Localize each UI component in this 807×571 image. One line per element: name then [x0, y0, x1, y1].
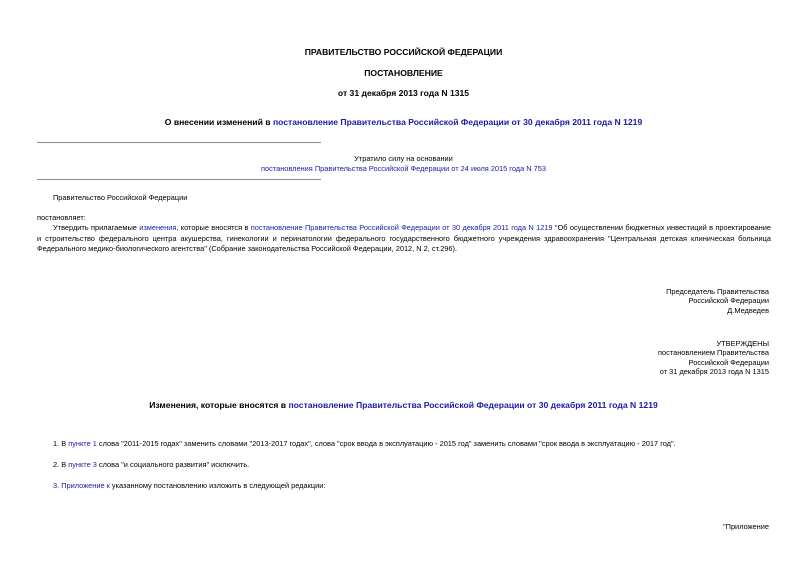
- main-paragraph-text-2: , которые вносятся в: [176, 223, 251, 232]
- document-title: [0, 117, 807, 128]
- change-item-1-prefix: 1. В: [53, 439, 69, 448]
- signature-position: Председатель Правительства: [666, 287, 769, 296]
- main-paragraph-text-3: "Об осуществлении бюджетных инвестиций в проектирование и строительство федерального центра акушерства, гинекологии и перинатологии федерального государственного бюджетного учреждения здравоохранения "Центральная детская клиническая больница Федерального медико-биологического агентства" (Собрание законодательства Российской Федерации, 2012, N 2, ст.296).: [37, 223, 772, 254]
- approved-date: от 31 декабря 2013 года N 1315: [659, 366, 769, 376]
- approved-country: Российской Федерации: [688, 357, 769, 367]
- invalidating-decree-link[interactable]: постановления Правительства Российской Федерации от 24 июля 2015 года N 753: [261, 164, 546, 173]
- amended-decree-link[interactable]: постановление Правительства Российской Федерации от 30 декабря 2011 года N 1219: [250, 223, 553, 232]
- document-date-number: от 31 декабря 2013 года N 1315: [337, 88, 470, 98]
- notice-bottom-rule: [37, 179, 321, 180]
- government-heading: ПРАВИТЕЛЬСТВО РОССИЙСКОЙ ФЕДЕРАЦИИ: [304, 47, 503, 57]
- point-3-link[interactable]: пункте 3: [68, 460, 97, 469]
- document-title-prefix: О внесении изменений в: [164, 117, 273, 127]
- authority-text: Правительство Российской Федерации: [53, 193, 188, 202]
- change-item-3-text: указанному постановлению изложить в следующей редакции:: [109, 481, 326, 490]
- approved-label: УТВЕРЖДЕНЫ: [716, 339, 769, 348]
- appendix-link[interactable]: 3. Приложение: [53, 481, 105, 490]
- change-item-3: [53, 481, 325, 490]
- main-paragraph: [37, 223, 771, 255]
- invalid-notice-line1: Утратило силу на основании: [354, 154, 453, 163]
- appendix-label: "Приложение: [723, 522, 769, 531]
- decides-text: постановляет:: [37, 213, 86, 222]
- change-item-2: [53, 460, 249, 469]
- document-type: ПОСТАНОВЛЕНИЕ: [364, 68, 443, 78]
- approved-block: [658, 339, 769, 376]
- signature-name: Д.Медведев: [727, 305, 769, 315]
- approved-by: постановлением Правительства: [658, 348, 769, 358]
- title-amended-decree-link[interactable]: постановление Правительства Российской Федерации от 30 декабря 2011 года N 1219: [272, 117, 643, 127]
- to-link[interactable]: к: [106, 481, 110, 490]
- notice-top-rule: [37, 142, 321, 143]
- main-paragraph-text-1: Утвердить прилагаемые: [53, 223, 140, 232]
- changes-title-decree-link[interactable]: постановление Правительства Российской Федерации от 30 декабря 2011 года N 1219: [288, 400, 658, 410]
- change-item-2-prefix: 2. В: [53, 460, 69, 469]
- signature-block: [666, 287, 769, 315]
- changes-title: [0, 400, 807, 411]
- changes-title-prefix: Изменения, которые вносятся в: [149, 400, 289, 410]
- point-1-link[interactable]: пункте 1: [68, 439, 97, 448]
- signature-country: Российской Федерации: [688, 296, 769, 306]
- change-item-1-text: слова "2011-2015 годах" заменить словами "2013-2017 годах", слова "срок ввода в эксплуатацию - 2015 год" заменить словами "срок ввода в эксплуатацию - 2017 год".: [96, 439, 676, 448]
- change-item-1: [53, 439, 676, 448]
- change-item-2-text: слова "и социального развития" исключить.: [96, 460, 250, 469]
- changes-link[interactable]: изменения: [139, 223, 177, 232]
